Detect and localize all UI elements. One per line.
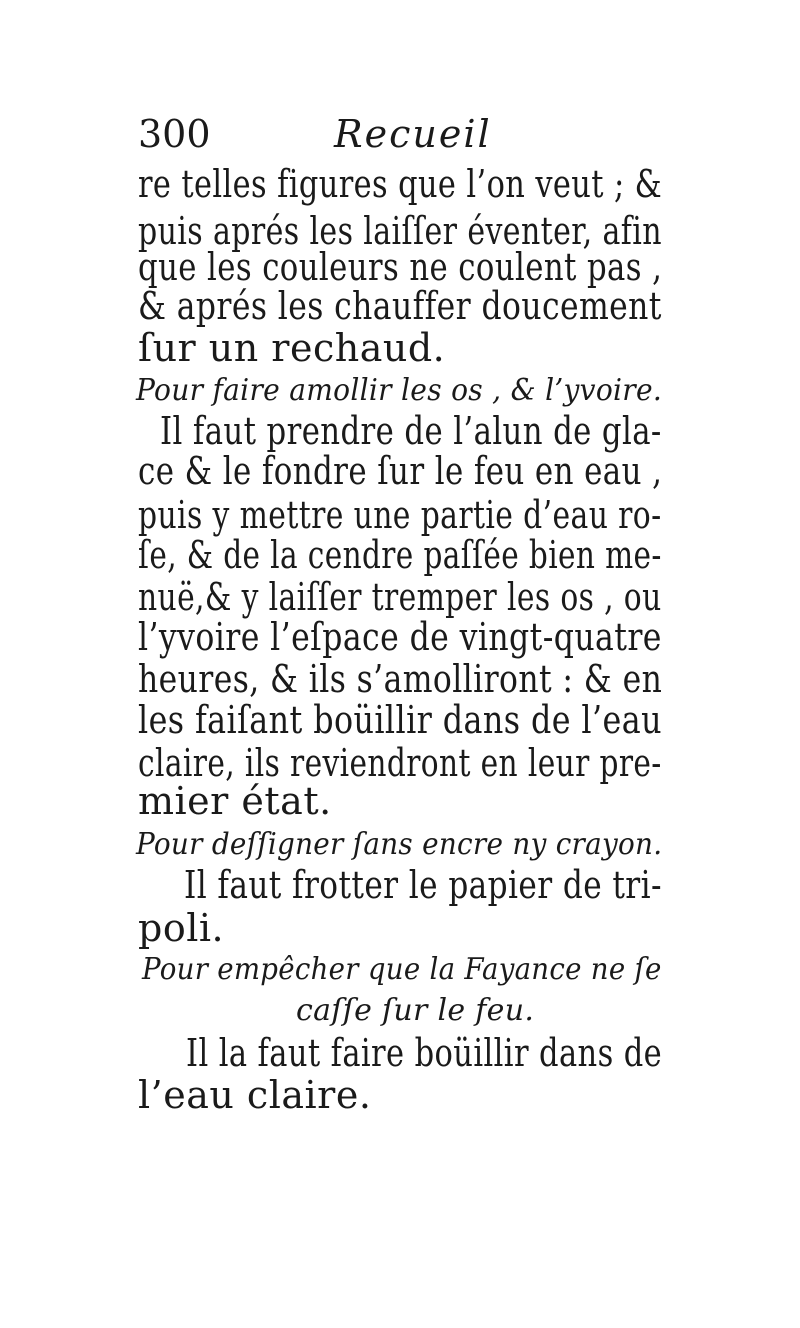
text-line: mier état. bbox=[138, 779, 332, 823]
text-line: re telles figures que l’on veut ; & bbox=[138, 162, 663, 206]
text-line: Il faut prendre de l’alun de gla- bbox=[160, 409, 662, 453]
text-line: l’eau claire. bbox=[138, 1073, 372, 1117]
text-line: claire, ils reviendront en leur pre- bbox=[138, 741, 662, 785]
text-line: ſe, & de la cendre paſſée bien me- bbox=[138, 533, 662, 577]
section-heading-fayance: Pour empêcher que la Fayance ne ſe bbox=[142, 952, 662, 987]
text-line: Il la faut faire boüillir dans de bbox=[186, 1031, 663, 1075]
text-line: que les couleurs ne coulent pas , bbox=[138, 245, 663, 289]
text-line: ce & le fondre ſur le feu en eau , bbox=[138, 449, 663, 493]
section-heading-fayance-cont: caſſe ſur le feu. bbox=[296, 993, 535, 1028]
text-line: heures, & ils s’amolliront : & en bbox=[138, 657, 663, 701]
running-title: Recueil bbox=[334, 112, 492, 156]
text-line: Il faut frotter le papier de tri- bbox=[184, 863, 662, 907]
page-number: 300 bbox=[138, 112, 211, 156]
text-line: nuë,& y laiſſer tremper les os , ou bbox=[138, 575, 662, 619]
section-heading-amollir: Pour faire amollir les os , & l’yvoire. bbox=[136, 373, 663, 408]
text-line: poli. bbox=[138, 906, 225, 950]
section-heading-dessigner: Pour deſſigner ſans encre ny crayon. bbox=[136, 827, 663, 862]
text-line: puis aprés les laiſſer éventer, afin bbox=[138, 209, 663, 253]
text-line: puis y mettre une partie d’eau ro- bbox=[138, 493, 662, 537]
text-line: ſur un rechaud. bbox=[138, 326, 446, 370]
text-line: & aprés les chauffer doucement bbox=[138, 284, 662, 328]
text-line: l’yvoire l’eſpace de vingt-quatre bbox=[138, 615, 662, 659]
text-line: les faiſant boüillir dans de l’eau bbox=[138, 698, 662, 742]
